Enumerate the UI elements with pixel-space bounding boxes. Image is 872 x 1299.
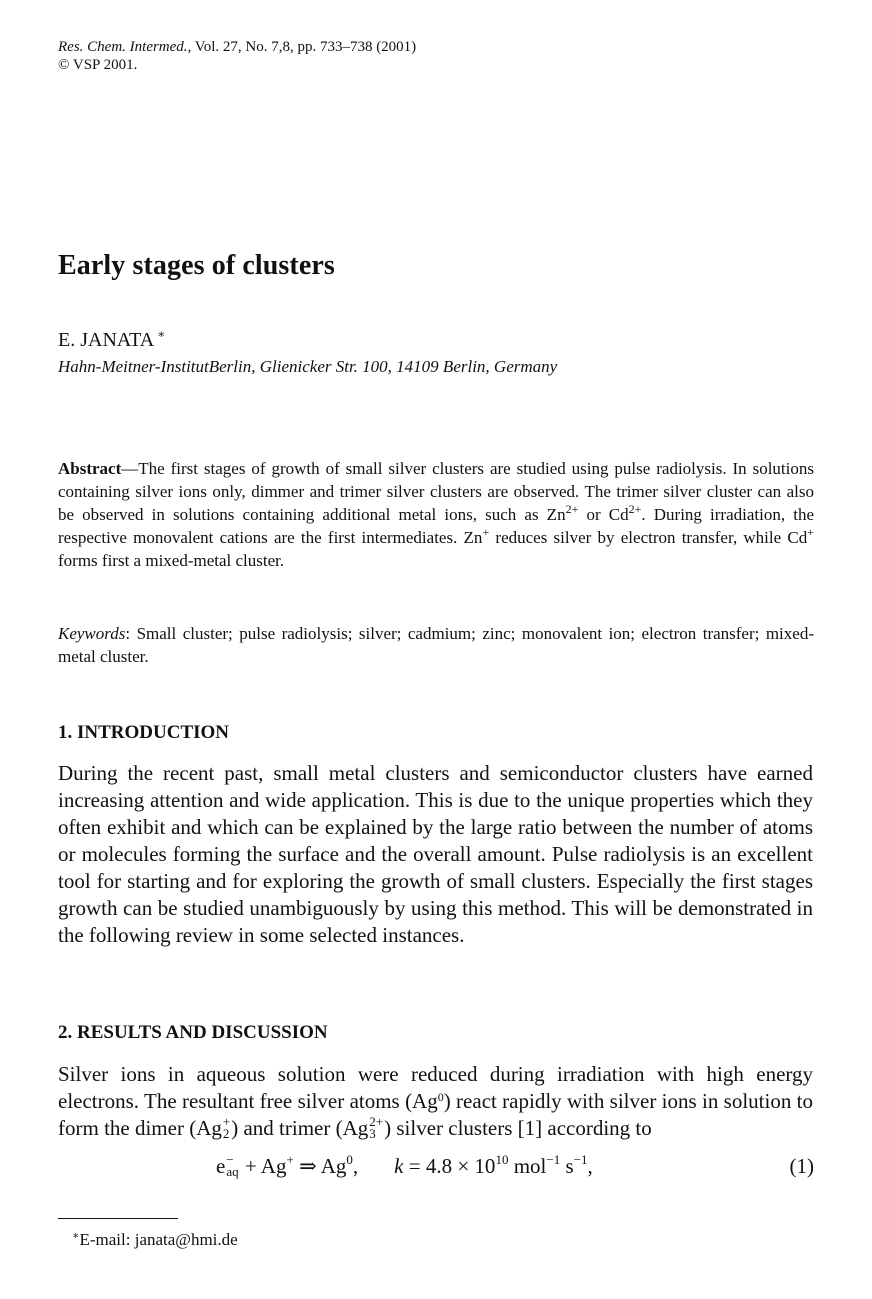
- footnote: [72, 1229, 238, 1250]
- abstract-text: or Cd: [578, 505, 629, 524]
- introduction-paragraph: During the recent past, small metal clusters and semiconductor clusters have earned increasing attention and wide application. This is due to the unique properties which they often exhibit and which can be explained by the large ratio between the number of atoms or molecules forming the surface and the overall amount. Pulse radiolysis is an excellent tool for starting and for exploring the growth of small clusters. Especially the first stages growth can be studied unambiguously by using this method. This will be demonstrated in the following review in some selected instances.: [58, 761, 813, 947]
- abstract-text: . During irradiation, the respective monovalent cations are the first intermediates. Zn: [58, 505, 814, 547]
- paragraph-text: Silver ions in aqueous solution were reduced during irradiation with high energy electrons. The resultant free silver atoms (Ag: [58, 1062, 813, 1113]
- eq-text: ,: [352, 1154, 359, 1178]
- superscript: −1: [573, 1152, 588, 1167]
- equation-number: (1): [789, 1154, 814, 1178]
- eq-text: ,: [587, 1154, 593, 1178]
- author: [58, 327, 165, 352]
- footnote-rule: [58, 1218, 178, 1219]
- paragraph-text: ) silver clusters [1] according to: [384, 1116, 652, 1140]
- superscript: 0: [346, 1152, 353, 1167]
- abstract-label: Abstract: [58, 459, 122, 478]
- superscript: 10: [495, 1152, 509, 1167]
- charge: 2+: [628, 502, 642, 516]
- eq-text: e: [216, 1154, 226, 1178]
- paragraph-text: ) react rapidly with silver ions in solution to form the dimer (Ag: [58, 1089, 814, 1140]
- superscript: −1: [546, 1152, 561, 1167]
- journal-citation: [58, 38, 416, 74]
- footnote-marker: ∗: [72, 1230, 80, 1242]
- author-name: E. JANATA: [58, 329, 155, 351]
- equation-1: [58, 1154, 814, 1184]
- journal-name: Res. Chem. Intermed.: [58, 39, 188, 55]
- section-heading-results: 2. RESULTS AND DISCUSSION: [58, 1022, 328, 1043]
- eq-text: mol: [508, 1154, 547, 1178]
- affiliation: Hahn-Meitner-InstitutBerlin, Glienicker Str. 100, 14109 Berlin, Germany: [58, 357, 558, 376]
- superscript: 0: [437, 1090, 444, 1104]
- superscript: −: [226, 1152, 234, 1168]
- abstract-text: forms first a mixed-metal cluster.: [58, 551, 285, 570]
- paper-title: Early stages of clusters: [58, 250, 335, 281]
- keywords-text: : Small cluster; pulse radiolysis; silver; cadmium; zinc; monovalent ion; electron transfer; mixed-metal cluster.: [58, 624, 814, 666]
- subscript: aq: [226, 1164, 239, 1180]
- charge: +: [482, 525, 490, 539]
- electron-script: [226, 1154, 238, 1178]
- results-paragraph: [58, 1061, 813, 1142]
- abstract-text: —The first stages of growth of small silver clusters are studied using pulse radiolysis. In solutions containing silver ions only, dimmer and trimer silver clusters are observed. The trimer silver cluster can also be observed in solutions containing additional metal ions, such as Zn: [58, 459, 814, 524]
- abstract-text: reduces silver by electron transfer, while Cd: [489, 528, 808, 547]
- eq-text: s: [560, 1154, 574, 1178]
- rate-constant-symbol: k: [394, 1154, 404, 1178]
- footnote-email: E-mail: janata@hmi.de: [79, 1230, 238, 1249]
- keywords-label: Keywords: [58, 624, 126, 643]
- paragraph-text: ) and trimer (Ag: [231, 1116, 369, 1140]
- subscript: 3: [369, 1126, 376, 1142]
- eq-text: + Ag: [239, 1154, 287, 1178]
- citation-details: , Vol. 27, No. 7,8, pp. 733–738 (2001): [187, 39, 417, 55]
- charge: 2+: [565, 502, 579, 516]
- keywords: [58, 622, 814, 668]
- superscript: +: [222, 1114, 231, 1130]
- copyright: © VSP 2001.: [58, 57, 138, 73]
- section-heading-introduction: 1. INTRODUCTION: [58, 722, 230, 743]
- superscript: +: [286, 1152, 294, 1167]
- eq-text: ⇒ Ag: [293, 1154, 347, 1178]
- trimer-script: [369, 1116, 383, 1140]
- superscript: 2+: [369, 1114, 384, 1130]
- charge: +: [807, 525, 815, 539]
- author-footnote-marker: ∗: [157, 327, 166, 341]
- subscript: 2: [222, 1126, 230, 1142]
- abstract: [58, 457, 814, 572]
- eq-text: = 4.8 × 10: [403, 1154, 496, 1178]
- equation-body: [216, 1154, 593, 1180]
- dimer-script: [223, 1116, 230, 1140]
